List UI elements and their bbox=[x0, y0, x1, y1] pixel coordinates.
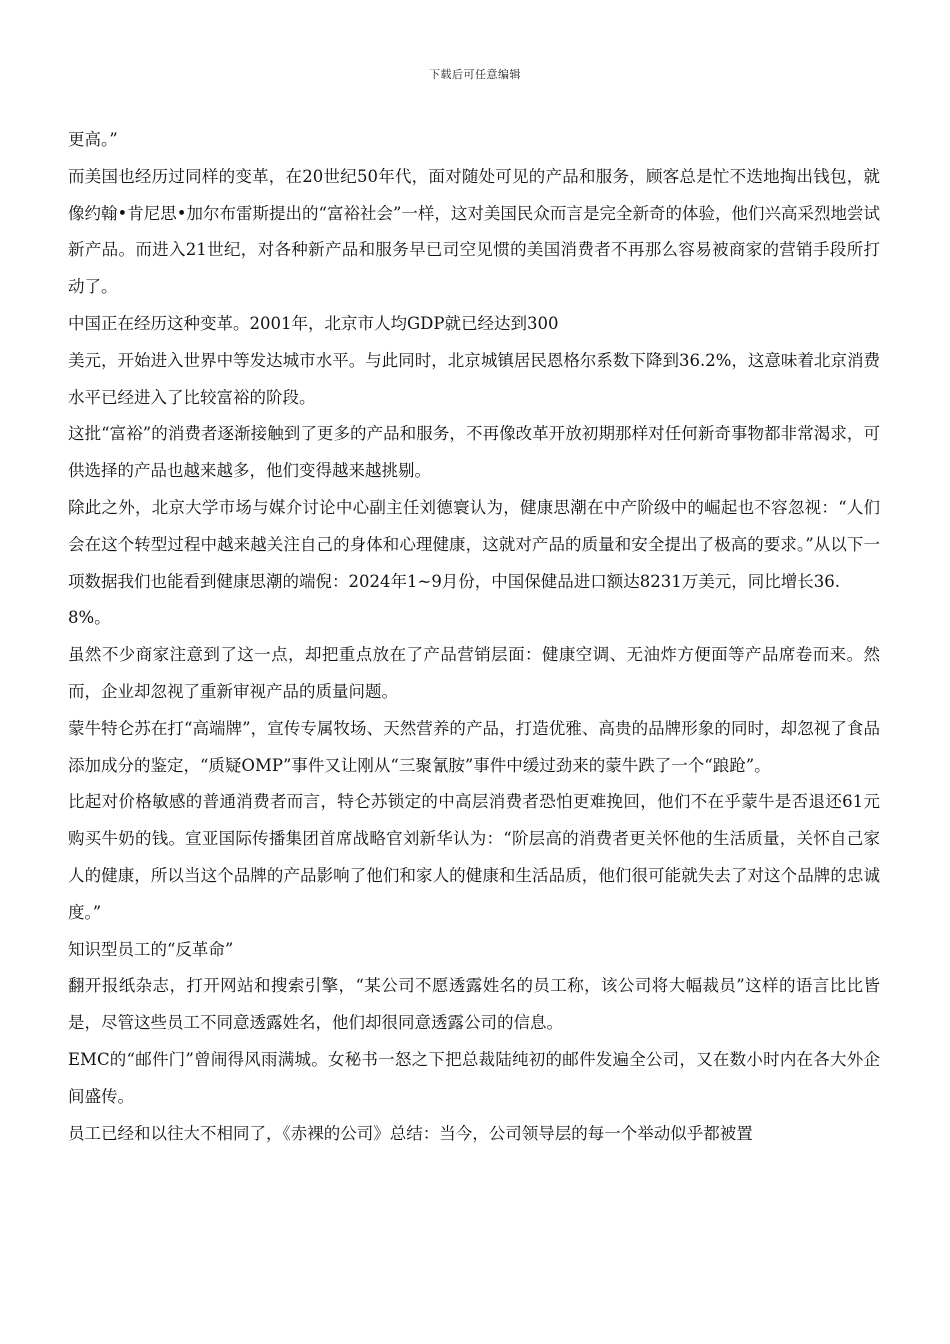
paragraph: 更高。” bbox=[68, 130, 118, 149]
paragraph: 而美国也经历过同样的变革，在20世纪50年代，面对随处可见的产品和服务，顾客总是忙不迭地掏出钱包，就像约翰•肯尼思•加尔布雷斯提出的“富裕社会”一样，这对美国民众而言是完全新奇的体验，他们兴高采烈地尝试新产品。而进入21世纪，对各种新产品和服务早已司空见惯的美国消费者不再那么容易被商家的营销手段所打动了。 bbox=[68, 166, 880, 297]
paragraph: 员工已经和以往大不相同了，《赤裸的公司》总结：当今，公司领导层的每一个举动似乎都被置 bbox=[68, 1123, 753, 1143]
document-body bbox=[68, 122, 880, 1152]
paragraph: 翻开报纸杂志，打开网站和搜索引擎，“某公司不愿透露姓名的员工称，该公司将大幅裁员”这样的语言比比皆是，尽管这些员工不同意透露姓名，他们却很同意透露公司的信息。 bbox=[68, 976, 880, 1033]
paragraph: EMC的“邮件门”曾闹得风雨满城。女秘书一怒之下把总裁陆纯初的邮件发遍全公司，又在数小时内在各大外企间盛传。 bbox=[68, 1049, 880, 1106]
paragraph: 中国正在经历这种变革。2001年，北京市人均GDP就已经达到300 bbox=[68, 313, 559, 333]
paragraph: 这批“富裕”的消费者逐渐接触到了更多的产品和服务，不再像改革开放初期那样对任何新奇事物都非常渴求，可供选择的产品也越来越多，他们变得越来越挑剔。 bbox=[68, 424, 880, 481]
paragraph: 美元，开始进入世界中等发达城市水平。与此同时，北京城镇居民恩格尔系数下降到36.2%，这意味着北京消费水平已经进入了比较富裕的阶段。 bbox=[68, 350, 880, 407]
paragraph: 8%。 bbox=[68, 608, 111, 628]
section-heading: 知识型员工的“反革命” bbox=[68, 939, 234, 959]
paragraph: 比起对价格敏感的普通消费者而言，特仑苏锁定的中高层消费者恐怕更难挽回，他们不在乎蒙牛是否退还61元购买牛奶的钱。宣亚国际传播集团首席战略官刘新华认为：“阶层高的消费者更关怀他的生活质量，关怀自己家人的健康，所以当这个品牌的产品影响了他们和家人的健康和生活品质，他们很可能就失去了对这个品牌的忠诚度。” bbox=[68, 792, 880, 922]
paragraph: 蒙牛特仑苏在打“高端牌”，宣传专属牧场、天然营养的产品，打造优雅、高贵的品牌形象的同时，却忽视了食品添加成分的鉴定，“质疑OMP”事件又让刚从“三聚氰胺”事件中缓过劲来的蒙牛跌了一个“踉跄”。 bbox=[68, 718, 880, 775]
paragraph: 虽然不少商家注意到了这一点，却把重点放在了产品营销层面：健康空调、无油炸方便面等产品席卷而来。然而，企业却忽视了重新审视产品的质量问题。 bbox=[68, 645, 880, 701]
paragraph: 除此之外，北京大学市场与媒介讨论中心副主任刘德寰认为，健康思潮在中产阶级中的崛起也不容忽视：“人们会在这个转型过程中越来越关注自己的身体和心理健康，这就对产品的质量和安全提出了极高的要求。”从以下一项数据我们也能看到健康思潮的端倪：2024年1~9月份，中国保健品进口额达8231万美元，同比增长36. bbox=[68, 497, 880, 591]
page-header-note: 下载后可任意编辑 bbox=[429, 68, 521, 81]
